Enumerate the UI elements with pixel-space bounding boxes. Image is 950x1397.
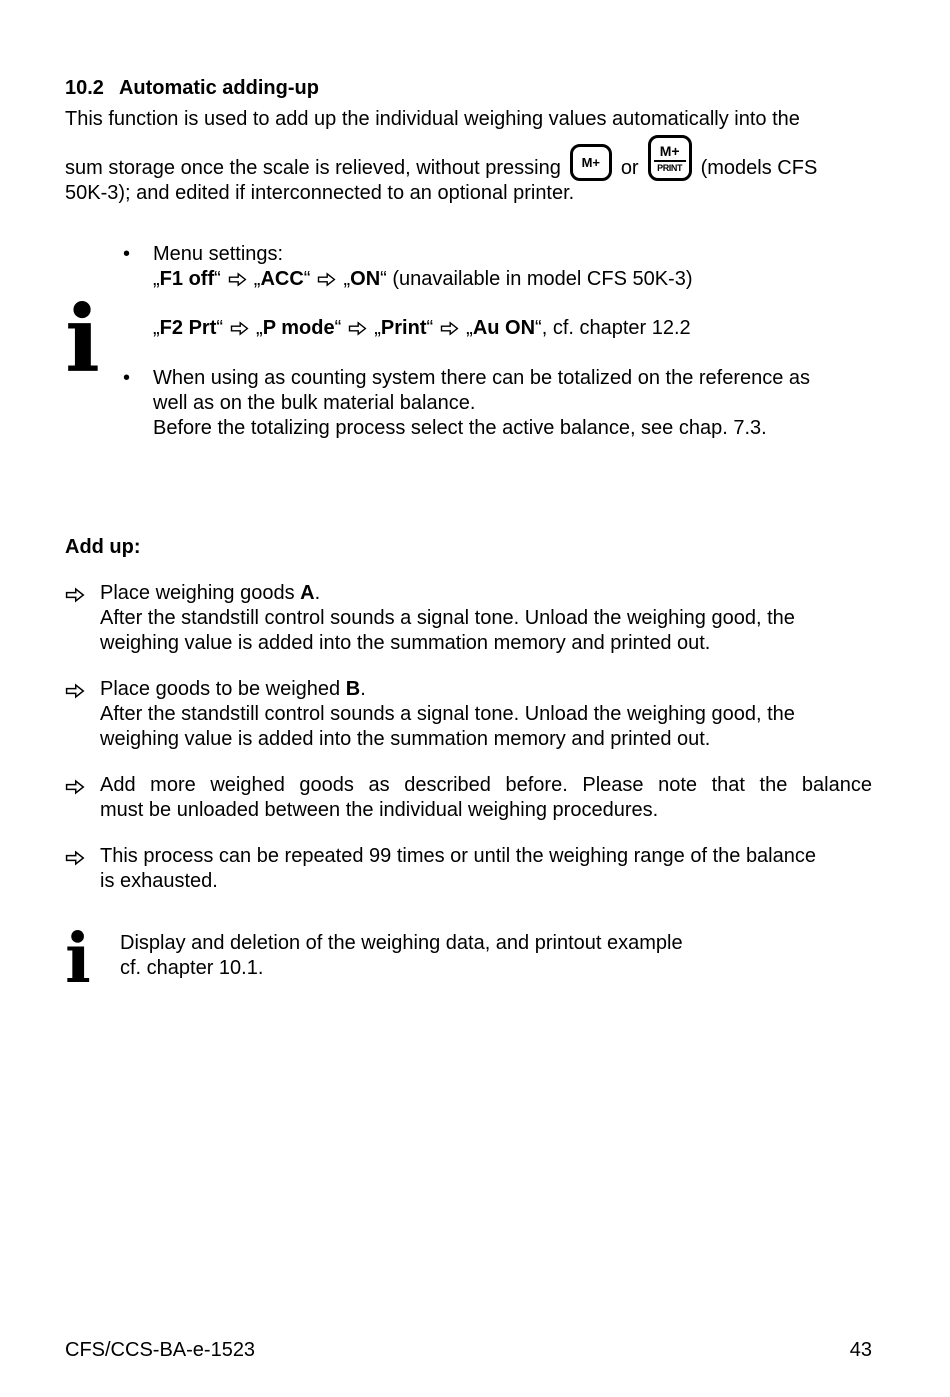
m-plus-print-key-icon — [648, 135, 692, 181]
step2-line-1: Place goods to be weighed B. — [100, 678, 366, 700]
quote-close: “ — [214, 268, 221, 290]
step4-line-1: This process can be repeated 99 times or until the weighing range of the balance — [100, 845, 816, 867]
menu-path-f2-tail: “, cf. chapter 12.2 — [535, 317, 691, 339]
menu-item-f2-prt: F2 Prt — [159, 317, 217, 339]
quote-open: „ — [256, 317, 263, 339]
notice2-line-1: Display and deletion of the weighing data, and printout example — [120, 932, 683, 954]
intro-line-1: This function is used to add up the individual weighing values automatically into the — [65, 108, 800, 130]
step-arrow-icon — [65, 773, 100, 823]
menu-item-acc: ACC — [260, 268, 304, 290]
m-plus-print-key-top-label: M+ — [659, 142, 680, 159]
menu-path-f1-tail: “ (unavailable in model CFS 50K-3) — [380, 268, 693, 290]
or-text: or — [620, 157, 639, 179]
menu-settings-label: Menu settings: — [153, 243, 284, 265]
key-divider-line — [654, 160, 686, 162]
notice2-line-2: cf. chapter 10.1. — [120, 957, 264, 979]
add-up-heading: Add up: — [65, 536, 141, 558]
info-icon-cell — [65, 919, 120, 999]
step1-line-1: Place weighing goods A. — [100, 582, 321, 604]
page-content — [65, 76, 872, 999]
step-arrow-icon — [65, 581, 100, 656]
arrow-right-icon — [228, 272, 247, 287]
step-body — [100, 844, 872, 894]
quote-open: „ — [253, 268, 261, 290]
arrow-right-icon — [348, 321, 367, 336]
arrow-right-icon — [440, 321, 459, 336]
arrow-right-icon — [317, 272, 336, 287]
intro-line-2 — [65, 135, 872, 181]
intro-line-2-text: sum storage once the scale is relieved, without pressing — [65, 157, 561, 179]
bullet-dot: • — [123, 243, 131, 265]
intro-line-3: 50K-3); and edited if interconnected to an optional printer. — [65, 182, 575, 204]
step-body — [100, 581, 872, 656]
bullet-counting-system-body — [153, 366, 810, 441]
step2-line-2: After the standstill control sounds a signal tone. Unload the weighing good, the — [100, 703, 795, 725]
intro-paragraph — [65, 107, 872, 206]
menu-item-on: ON — [350, 268, 381, 290]
step3-line-1: Add more weighed goods as described before. Please note that the balance — [100, 774, 872, 796]
section-title: Automatic adding-up — [118, 77, 319, 99]
step-body — [100, 677, 872, 752]
step-add-more-goods — [65, 773, 872, 823]
intro-line-2-tail: (models CFS — [700, 157, 818, 179]
menu-path-f2 — [153, 316, 693, 341]
quote-open: „ — [466, 317, 473, 339]
document-id: CFS/CCS-BA-e-1523 — [65, 1339, 256, 1361]
bullet-menu-settings — [123, 242, 872, 341]
page-number: 43 — [849, 1339, 872, 1361]
counting-line-2: well as on the bulk material balance. — [153, 392, 476, 414]
menu-item-p-mode: P mode — [262, 317, 335, 339]
section-number: 10.2 — [65, 77, 104, 99]
m-plus-key-label: M+ — [581, 155, 601, 170]
counting-line-1: When using as counting system there can be totalized on the reference as — [153, 367, 811, 389]
m-plus-key-icon — [570, 144, 612, 181]
quote-close: “ — [426, 317, 434, 339]
quote-open: „ — [343, 268, 351, 290]
quote-open: „ — [374, 317, 381, 339]
step-place-goods-b — [65, 677, 872, 752]
menu-path-f1 — [153, 267, 693, 292]
menu-item-au-on: Au ON — [472, 317, 536, 339]
quote-open: „ — [153, 268, 160, 290]
menu-item-print: Print — [380, 317, 427, 339]
step-place-goods-a — [65, 581, 872, 656]
quote-close: “ — [303, 268, 311, 290]
page-footer — [65, 1338, 872, 1363]
section-heading — [65, 76, 872, 101]
info-icon: i — [65, 285, 100, 393]
info-notice-display-body — [120, 931, 683, 985]
step1-line-2: After the standstill control sounds a signal tone. Unload the weighing good, the — [100, 607, 795, 629]
arrow-right-icon — [230, 321, 249, 336]
step4-line-2: is exhausted. — [100, 870, 218, 892]
quote-close: “ — [334, 317, 342, 339]
step-arrow-icon — [65, 677, 100, 752]
m-plus-print-key-bottom-label: PRINT — [657, 162, 683, 173]
step-repeat-process — [65, 844, 872, 894]
step-body — [100, 773, 872, 823]
step2-line-3: weighing value is added into the summation memory and printed out. — [100, 728, 711, 750]
step1-line-3: weighing value is added into the summation memory and printed out. — [100, 632, 711, 654]
step3-line-2: must be unloaded between the individual weighing procedures. — [100, 799, 659, 821]
bullet-menu-settings-body — [153, 242, 693, 341]
counting-line-3: Before the totalizing process select the active balance, see chap. 7.3. — [153, 417, 767, 439]
bullet-counting-system — [123, 366, 872, 441]
info-icon: i — [65, 919, 91, 999]
info-notice-settings — [65, 242, 872, 442]
step-arrow-icon — [65, 844, 100, 894]
bullet-dot: • — [123, 367, 131, 389]
quote-open: „ — [153, 317, 160, 339]
menu-item-f1-off: F1 off — [159, 268, 215, 290]
quote-close: “ — [216, 317, 224, 339]
info-notice-display — [65, 919, 872, 999]
